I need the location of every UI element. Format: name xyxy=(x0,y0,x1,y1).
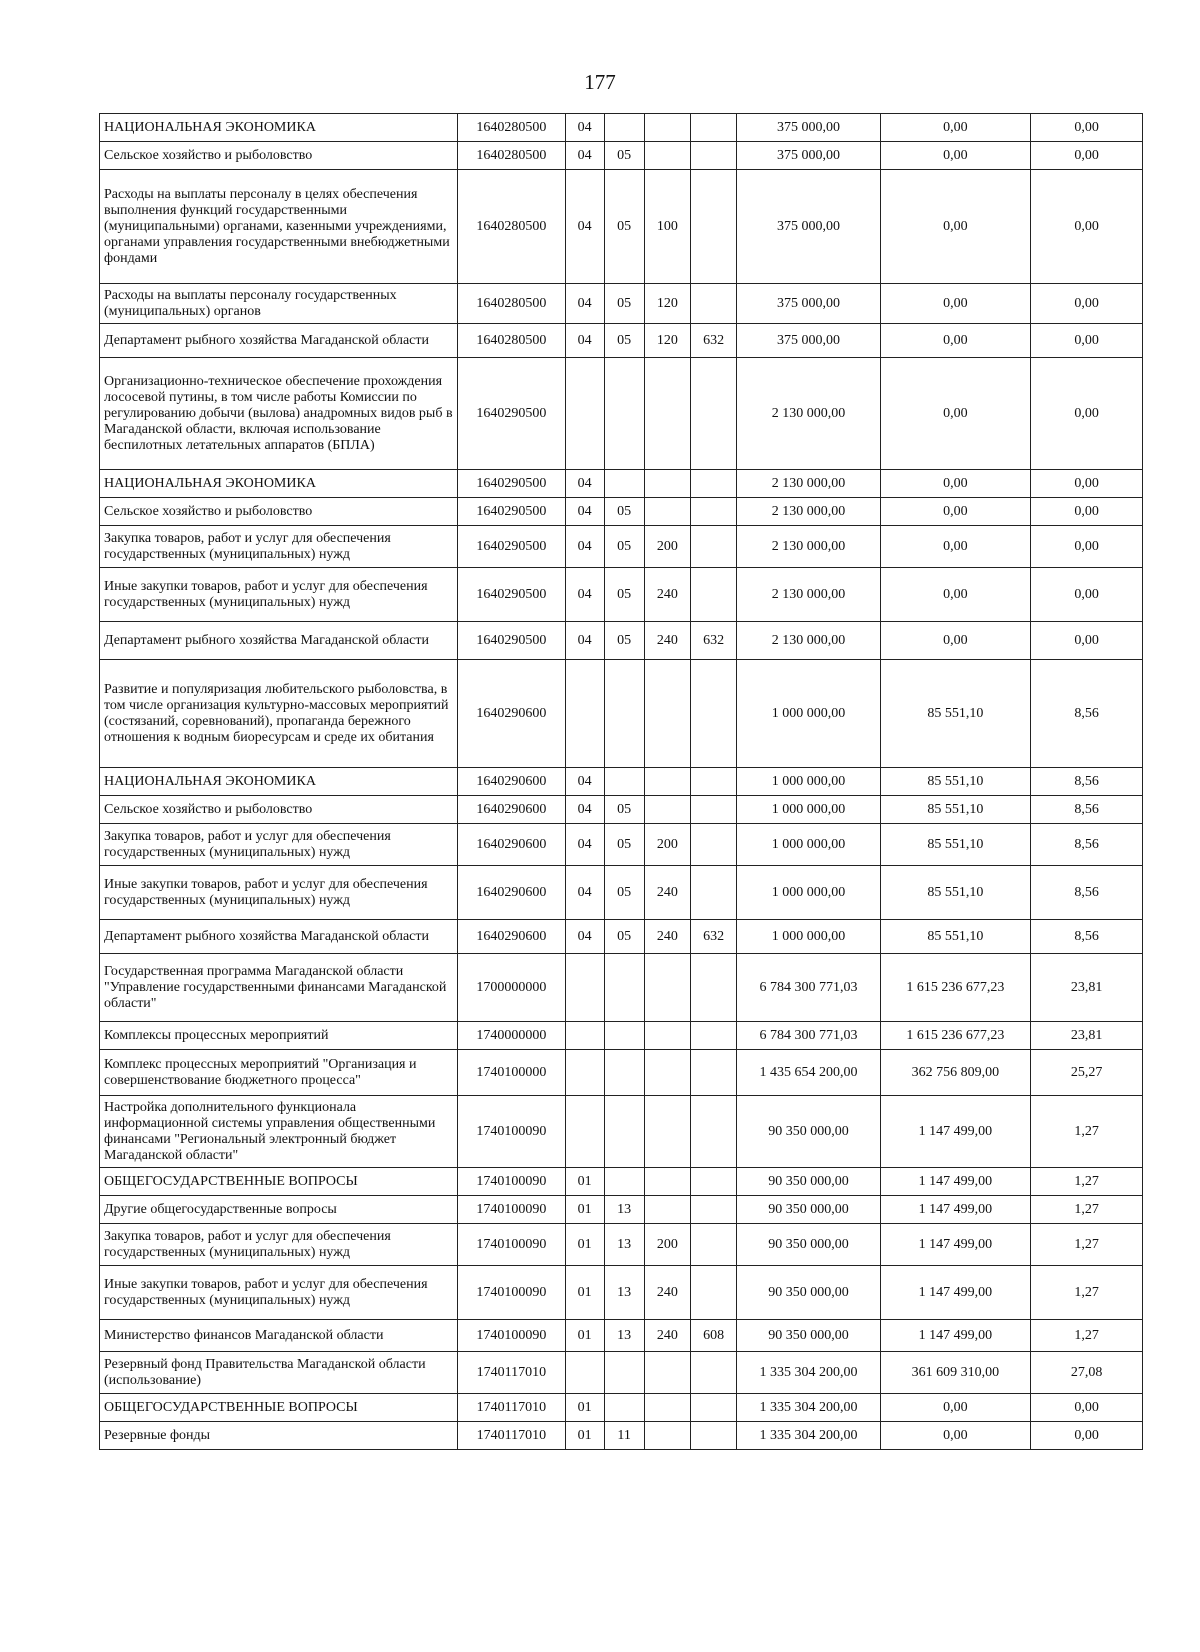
cell-subsection: 13 xyxy=(604,1224,644,1266)
cell-expense-type: 240 xyxy=(644,1266,690,1320)
cell-fact: 1 147 499,00 xyxy=(880,1224,1031,1266)
cell-section: 01 xyxy=(565,1168,604,1196)
cell-expense-type: 200 xyxy=(644,824,690,866)
cell-expense-type xyxy=(644,114,690,142)
cell-admin-code xyxy=(690,1196,736,1224)
cell-section: 04 xyxy=(565,470,604,498)
cell-section: 04 xyxy=(565,526,604,568)
cell-admin-code xyxy=(690,1352,736,1394)
cell-fact: 0,00 xyxy=(880,358,1031,470)
cell-section xyxy=(565,1050,604,1096)
cell-section xyxy=(565,358,604,470)
cell-fact: 0,00 xyxy=(880,284,1031,324)
cell-name: Расходы на выплаты персоналу государственных (муниципальных) органов xyxy=(100,284,458,324)
cell-target-code: 1640290500 xyxy=(458,358,565,470)
cell-section: 01 xyxy=(565,1196,604,1224)
cell-target-code: 1700000000 xyxy=(458,954,565,1022)
cell-expense-type xyxy=(644,1352,690,1394)
cell-fact: 0,00 xyxy=(880,470,1031,498)
table-row xyxy=(100,920,1143,954)
cell-subsection: 05 xyxy=(604,170,644,284)
cell-subsection xyxy=(604,1096,644,1168)
cell-name: Резервный фонд Правительства Магаданской области (использование) xyxy=(100,1352,458,1394)
cell-fact: 0,00 xyxy=(880,170,1031,284)
table-row xyxy=(100,170,1143,284)
cell-admin-code xyxy=(690,114,736,142)
cell-section: 01 xyxy=(565,1320,604,1352)
cell-section: 04 xyxy=(565,498,604,526)
cell-expense-type: 240 xyxy=(644,1320,690,1352)
cell-plan: 90 350 000,00 xyxy=(737,1266,880,1320)
table-row xyxy=(100,1320,1143,1352)
cell-fact: 0,00 xyxy=(880,622,1031,660)
cell-percent: 0,00 xyxy=(1031,324,1143,358)
cell-admin-code xyxy=(690,284,736,324)
cell-subsection: 05 xyxy=(604,526,644,568)
cell-name: Организационно-техническое обеспечение прохождения лососевой путины, в том числе работы Комиссии по регулированию добычи (вылова) анадромных видов рыб в Магаданской области, включая использование беспилотных летательных аппаратов (БПЛА) xyxy=(100,358,458,470)
cell-name: Иные закупки товаров, работ и услуг для обеспечения государственных (муниципальных) нужд xyxy=(100,568,458,622)
cell-percent: 1,27 xyxy=(1031,1224,1143,1266)
cell-subsection: 05 xyxy=(604,824,644,866)
cell-percent: 0,00 xyxy=(1031,1422,1143,1450)
cell-plan: 375 000,00 xyxy=(737,142,880,170)
cell-percent: 0,00 xyxy=(1031,568,1143,622)
table-row xyxy=(100,1224,1143,1266)
cell-section: 04 xyxy=(565,284,604,324)
cell-percent: 0,00 xyxy=(1031,284,1143,324)
cell-target-code: 1740100090 xyxy=(458,1320,565,1352)
cell-admin-code xyxy=(690,1266,736,1320)
cell-target-code: 1640290500 xyxy=(458,622,565,660)
cell-expense-type: 240 xyxy=(644,920,690,954)
cell-admin-code xyxy=(690,1168,736,1196)
cell-name: Департамент рыбного хозяйства Магаданской области xyxy=(100,324,458,358)
cell-admin-code: 632 xyxy=(690,622,736,660)
cell-section: 01 xyxy=(565,1266,604,1320)
cell-subsection: 13 xyxy=(604,1266,644,1320)
cell-fact: 85 551,10 xyxy=(880,768,1031,796)
cell-expense-type xyxy=(644,1168,690,1196)
cell-expense-type: 200 xyxy=(644,1224,690,1266)
cell-percent: 0,00 xyxy=(1031,142,1143,170)
cell-admin-code: 608 xyxy=(690,1320,736,1352)
cell-target-code: 1640280500 xyxy=(458,142,565,170)
cell-section xyxy=(565,954,604,1022)
cell-expense-type: 120 xyxy=(644,284,690,324)
cell-name: ОБЩЕГОСУДАРСТВЕННЫЕ ВОПРОСЫ xyxy=(100,1168,458,1196)
cell-plan: 2 130 000,00 xyxy=(737,568,880,622)
cell-section: 04 xyxy=(565,768,604,796)
cell-fact: 0,00 xyxy=(880,1394,1031,1422)
table-row xyxy=(100,824,1143,866)
cell-expense-type xyxy=(644,470,690,498)
cell-plan: 1 000 000,00 xyxy=(737,660,880,768)
cell-percent: 0,00 xyxy=(1031,1394,1143,1422)
cell-subsection xyxy=(604,660,644,768)
cell-expense-type xyxy=(644,796,690,824)
cell-section: 04 xyxy=(565,114,604,142)
cell-fact: 85 551,10 xyxy=(880,920,1031,954)
cell-name: Развитие и популяризация любительского рыболовства, в том числе организация культурно-массовых мероприятий (состязаний, соревнований), пропаганда бережного отношения к водным биоресурсам и среде их обитания xyxy=(100,660,458,768)
table-row xyxy=(100,324,1143,358)
cell-expense-type xyxy=(644,660,690,768)
cell-section: 04 xyxy=(565,796,604,824)
table-row xyxy=(100,1394,1143,1422)
cell-percent: 1,27 xyxy=(1031,1266,1143,1320)
cell-plan: 2 130 000,00 xyxy=(737,498,880,526)
cell-subsection xyxy=(604,1168,644,1196)
table-row xyxy=(100,1022,1143,1050)
table-row xyxy=(100,954,1143,1022)
cell-admin-code xyxy=(690,142,736,170)
cell-plan: 6 784 300 771,03 xyxy=(737,1022,880,1050)
cell-section xyxy=(565,1022,604,1050)
cell-target-code: 1740100090 xyxy=(458,1196,565,1224)
cell-percent: 8,56 xyxy=(1031,920,1143,954)
table-row xyxy=(100,114,1143,142)
cell-target-code: 1640290600 xyxy=(458,866,565,920)
cell-plan: 1 000 000,00 xyxy=(737,866,880,920)
cell-section xyxy=(565,660,604,768)
cell-subsection xyxy=(604,1050,644,1096)
cell-target-code: 1640290600 xyxy=(458,796,565,824)
cell-fact: 0,00 xyxy=(880,568,1031,622)
cell-subsection: 13 xyxy=(604,1320,644,1352)
cell-target-code: 1740117010 xyxy=(458,1394,565,1422)
cell-plan: 1 000 000,00 xyxy=(737,796,880,824)
cell-fact: 85 551,10 xyxy=(880,660,1031,768)
cell-name: Закупка товаров, работ и услуг для обеспечения государственных (муниципальных) нужд xyxy=(100,824,458,866)
cell-percent: 8,56 xyxy=(1031,796,1143,824)
cell-name: Комплекс процессных мероприятий "Организация и совершенствование бюджетного процесса" xyxy=(100,1050,458,1096)
cell-fact: 1 147 499,00 xyxy=(880,1266,1031,1320)
cell-percent: 0,00 xyxy=(1031,622,1143,660)
cell-plan: 90 350 000,00 xyxy=(737,1320,880,1352)
table-row xyxy=(100,866,1143,920)
cell-expense-type xyxy=(644,1096,690,1168)
cell-percent: 27,08 xyxy=(1031,1352,1143,1394)
cell-admin-code xyxy=(690,526,736,568)
cell-subsection: 05 xyxy=(604,142,644,170)
cell-target-code: 1740000000 xyxy=(458,1022,565,1050)
cell-subsection: 05 xyxy=(604,622,644,660)
page-number: 177 xyxy=(584,70,616,94)
cell-plan: 2 130 000,00 xyxy=(737,622,880,660)
table-row xyxy=(100,796,1143,824)
cell-subsection: 05 xyxy=(604,324,644,358)
cell-subsection xyxy=(604,1022,644,1050)
cell-section: 04 xyxy=(565,920,604,954)
cell-plan: 6 784 300 771,03 xyxy=(737,954,880,1022)
cell-percent: 23,81 xyxy=(1031,954,1143,1022)
cell-percent: 1,27 xyxy=(1031,1168,1143,1196)
cell-section: 04 xyxy=(565,568,604,622)
cell-target-code: 1640290600 xyxy=(458,920,565,954)
budget-table xyxy=(99,113,1143,1450)
cell-fact: 0,00 xyxy=(880,498,1031,526)
cell-target-code: 1640290500 xyxy=(458,498,565,526)
cell-plan: 90 350 000,00 xyxy=(737,1224,880,1266)
cell-fact: 1 147 499,00 xyxy=(880,1320,1031,1352)
cell-expense-type: 200 xyxy=(644,526,690,568)
cell-name: ОБЩЕГОСУДАРСТВЕННЫЕ ВОПРОСЫ xyxy=(100,1394,458,1422)
cell-section: 04 xyxy=(565,170,604,284)
cell-name: НАЦИОНАЛЬНАЯ ЭКОНОМИКА xyxy=(100,114,458,142)
cell-name: НАЦИОНАЛЬНАЯ ЭКОНОМИКА xyxy=(100,768,458,796)
table-row xyxy=(100,142,1143,170)
cell-target-code: 1640290600 xyxy=(458,768,565,796)
cell-admin-code xyxy=(690,498,736,526)
cell-expense-type xyxy=(644,1050,690,1096)
cell-target-code: 1640280500 xyxy=(458,114,565,142)
cell-subsection xyxy=(604,1394,644,1422)
cell-percent: 8,56 xyxy=(1031,824,1143,866)
cell-name: Департамент рыбного хозяйства Магаданской области xyxy=(100,622,458,660)
cell-section: 04 xyxy=(565,324,604,358)
cell-name: Сельское хозяйство и рыболовство xyxy=(100,796,458,824)
table-row xyxy=(100,358,1143,470)
table-row xyxy=(100,1168,1143,1196)
cell-target-code: 1740100090 xyxy=(458,1168,565,1196)
cell-name: НАЦИОНАЛЬНАЯ ЭКОНОМИКА xyxy=(100,470,458,498)
cell-target-code: 1640290500 xyxy=(458,526,565,568)
table-row xyxy=(100,768,1143,796)
cell-admin-code xyxy=(690,1422,736,1450)
cell-admin-code xyxy=(690,1050,736,1096)
cell-section: 04 xyxy=(565,142,604,170)
cell-plan: 375 000,00 xyxy=(737,324,880,358)
cell-percent: 1,27 xyxy=(1031,1196,1143,1224)
cell-fact: 0,00 xyxy=(880,526,1031,568)
cell-section xyxy=(565,1352,604,1394)
cell-fact: 0,00 xyxy=(880,142,1031,170)
cell-section: 01 xyxy=(565,1224,604,1266)
cell-target-code: 1640280500 xyxy=(458,324,565,358)
cell-subsection: 05 xyxy=(604,920,644,954)
cell-percent: 1,27 xyxy=(1031,1096,1143,1168)
cell-name: Сельское хозяйство и рыболовство xyxy=(100,142,458,170)
cell-expense-type xyxy=(644,1196,690,1224)
cell-target-code: 1640290500 xyxy=(458,470,565,498)
cell-admin-code: 632 xyxy=(690,324,736,358)
cell-plan: 1 000 000,00 xyxy=(737,920,880,954)
cell-fact: 1 615 236 677,23 xyxy=(880,1022,1031,1050)
cell-subsection xyxy=(604,954,644,1022)
cell-admin-code: 632 xyxy=(690,920,736,954)
cell-admin-code xyxy=(690,866,736,920)
cell-admin-code xyxy=(690,954,736,1022)
cell-percent: 1,27 xyxy=(1031,1320,1143,1352)
cell-percent: 23,81 xyxy=(1031,1022,1143,1050)
cell-percent: 8,56 xyxy=(1031,866,1143,920)
cell-target-code: 1740100090 xyxy=(458,1096,565,1168)
cell-target-code: 1740117010 xyxy=(458,1422,565,1450)
cell-fact: 85 551,10 xyxy=(880,796,1031,824)
cell-name: Расходы на выплаты персоналу в целях обеспечения выполнения функций государственными (муниципальными) органами, казенными учреждениями, органами управления государственными внебюджетными фондами xyxy=(100,170,458,284)
cell-plan: 375 000,00 xyxy=(737,170,880,284)
cell-subsection: 05 xyxy=(604,498,644,526)
cell-subsection: 05 xyxy=(604,568,644,622)
cell-expense-type: 240 xyxy=(644,568,690,622)
cell-admin-code xyxy=(690,470,736,498)
cell-admin-code xyxy=(690,824,736,866)
cell-section xyxy=(565,1096,604,1168)
cell-plan: 375 000,00 xyxy=(737,114,880,142)
cell-admin-code xyxy=(690,568,736,622)
cell-plan: 1 335 304 200,00 xyxy=(737,1422,880,1450)
table-row xyxy=(100,284,1143,324)
table-row xyxy=(100,1352,1143,1394)
cell-name: Государственная программа Магаданской области "Управление государственными финансами Магаданской области" xyxy=(100,954,458,1022)
cell-name: Другие общегосударственные вопросы xyxy=(100,1196,458,1224)
cell-percent: 8,56 xyxy=(1031,768,1143,796)
table-row xyxy=(100,1422,1143,1450)
cell-expense-type xyxy=(644,498,690,526)
cell-subsection xyxy=(604,1352,644,1394)
cell-section: 01 xyxy=(565,1422,604,1450)
cell-expense-type xyxy=(644,358,690,470)
cell-section: 01 xyxy=(565,1394,604,1422)
cell-admin-code xyxy=(690,768,736,796)
cell-fact: 1 147 499,00 xyxy=(880,1196,1031,1224)
cell-plan: 2 130 000,00 xyxy=(737,470,880,498)
cell-target-code: 1740100090 xyxy=(458,1266,565,1320)
table-row xyxy=(100,470,1143,498)
cell-fact: 1 147 499,00 xyxy=(880,1096,1031,1168)
cell-admin-code xyxy=(690,1394,736,1422)
cell-percent: 0,00 xyxy=(1031,498,1143,526)
cell-fact: 1 147 499,00 xyxy=(880,1168,1031,1196)
cell-plan: 2 130 000,00 xyxy=(737,358,880,470)
cell-target-code: 1640290600 xyxy=(458,824,565,866)
cell-percent: 25,27 xyxy=(1031,1050,1143,1096)
cell-plan: 2 130 000,00 xyxy=(737,526,880,568)
cell-fact: 362 756 809,00 xyxy=(880,1050,1031,1096)
cell-target-code: 1740117010 xyxy=(458,1352,565,1394)
cell-fact: 85 551,10 xyxy=(880,866,1031,920)
cell-name: Иные закупки товаров, работ и услуг для обеспечения государственных (муниципальных) нужд xyxy=(100,1266,458,1320)
cell-subsection xyxy=(604,114,644,142)
cell-admin-code xyxy=(690,1224,736,1266)
cell-percent: 0,00 xyxy=(1031,358,1143,470)
cell-expense-type xyxy=(644,768,690,796)
cell-plan: 375 000,00 xyxy=(737,284,880,324)
cell-fact: 85 551,10 xyxy=(880,824,1031,866)
cell-admin-code xyxy=(690,358,736,470)
cell-subsection: 11 xyxy=(604,1422,644,1450)
cell-target-code: 1740100090 xyxy=(458,1224,565,1266)
cell-plan: 1 335 304 200,00 xyxy=(737,1352,880,1394)
cell-name: Настройка дополнительного функционала информационной системы управления общественными финансами "Региональный электронный бюджет Магаданской области" xyxy=(100,1096,458,1168)
table-row xyxy=(100,1096,1143,1168)
cell-section: 04 xyxy=(565,866,604,920)
cell-target-code: 1640290500 xyxy=(458,568,565,622)
cell-name: Резервные фонды xyxy=(100,1422,458,1450)
cell-subsection xyxy=(604,768,644,796)
cell-percent: 8,56 xyxy=(1031,660,1143,768)
cell-plan: 1 335 304 200,00 xyxy=(737,1394,880,1422)
cell-fact: 361 609 310,00 xyxy=(880,1352,1031,1394)
cell-name: Закупка товаров, работ и услуг для обеспечения государственных (муниципальных) нужд xyxy=(100,1224,458,1266)
cell-expense-type: 100 xyxy=(644,170,690,284)
cell-subsection: 13 xyxy=(604,1196,644,1224)
table-row xyxy=(100,1196,1143,1224)
cell-section: 04 xyxy=(565,622,604,660)
cell-percent: 0,00 xyxy=(1031,470,1143,498)
cell-fact: 0,00 xyxy=(880,114,1031,142)
cell-name: Закупка товаров, работ и услуг для обеспечения государственных (муниципальных) нужд xyxy=(100,526,458,568)
cell-target-code: 1640280500 xyxy=(458,284,565,324)
cell-admin-code xyxy=(690,1096,736,1168)
cell-expense-type: 240 xyxy=(644,622,690,660)
cell-subsection: 05 xyxy=(604,284,644,324)
cell-section: 04 xyxy=(565,824,604,866)
cell-expense-type xyxy=(644,1022,690,1050)
cell-plan: 1 000 000,00 xyxy=(737,824,880,866)
cell-name: Комплексы процессных мероприятий xyxy=(100,1022,458,1050)
cell-admin-code xyxy=(690,1022,736,1050)
cell-expense-type xyxy=(644,1394,690,1422)
cell-subsection: 05 xyxy=(604,796,644,824)
table-row xyxy=(100,622,1143,660)
table-row xyxy=(100,498,1143,526)
cell-subsection xyxy=(604,470,644,498)
cell-admin-code xyxy=(690,796,736,824)
cell-subsection: 05 xyxy=(604,866,644,920)
cell-name: Сельское хозяйство и рыболовство xyxy=(100,498,458,526)
cell-percent: 0,00 xyxy=(1031,170,1143,284)
cell-plan: 90 350 000,00 xyxy=(737,1168,880,1196)
table-row xyxy=(100,568,1143,622)
table-row xyxy=(100,526,1143,568)
cell-target-code: 1640280500 xyxy=(458,170,565,284)
cell-expense-type xyxy=(644,142,690,170)
cell-subsection xyxy=(604,358,644,470)
cell-plan: 1 000 000,00 xyxy=(737,768,880,796)
cell-target-code: 1740100000 xyxy=(458,1050,565,1096)
cell-plan: 90 350 000,00 xyxy=(737,1196,880,1224)
cell-fact: 0,00 xyxy=(880,324,1031,358)
table-row xyxy=(100,1050,1143,1096)
cell-percent: 0,00 xyxy=(1031,526,1143,568)
cell-name: Министерство финансов Магаданской области xyxy=(100,1320,458,1352)
table-row xyxy=(100,660,1143,768)
cell-expense-type xyxy=(644,954,690,1022)
cell-fact: 1 615 236 677,23 xyxy=(880,954,1031,1022)
cell-plan: 90 350 000,00 xyxy=(737,1096,880,1168)
table-row xyxy=(100,1266,1143,1320)
cell-expense-type: 240 xyxy=(644,866,690,920)
cell-admin-code xyxy=(690,170,736,284)
cell-name: Департамент рыбного хозяйства Магаданской области xyxy=(100,920,458,954)
cell-percent: 0,00 xyxy=(1031,114,1143,142)
cell-fact: 0,00 xyxy=(880,1422,1031,1450)
cell-expense-type xyxy=(644,1422,690,1450)
cell-name: Иные закупки товаров, работ и услуг для обеспечения государственных (муниципальных) нужд xyxy=(100,866,458,920)
cell-target-code: 1640290600 xyxy=(458,660,565,768)
cell-plan: 1 435 654 200,00 xyxy=(737,1050,880,1096)
cell-expense-type: 120 xyxy=(644,324,690,358)
cell-admin-code xyxy=(690,660,736,768)
